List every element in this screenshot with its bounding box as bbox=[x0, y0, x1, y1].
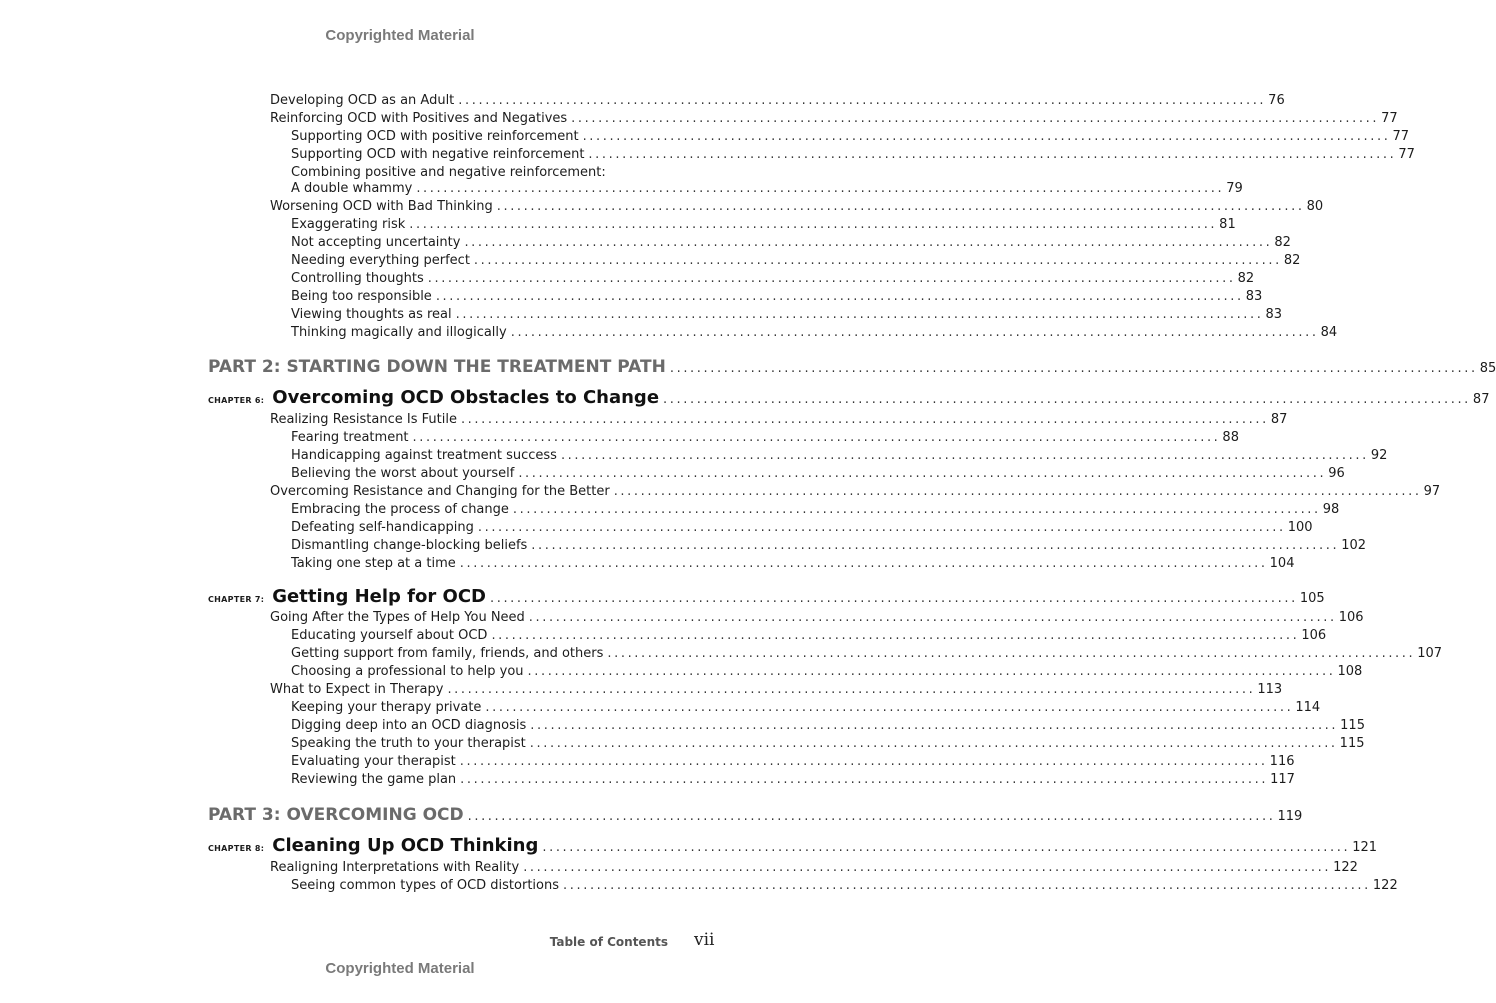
toc-subsection-title: Supporting OCD with negative reinforcement bbox=[291, 147, 585, 162]
toc-part-title: PART 3: OVERCOMING OCD bbox=[208, 805, 464, 825]
dot-leader: ........................................................................................................................ bbox=[512, 502, 1321, 517]
chapter-number: CHAPTER 6: bbox=[208, 396, 265, 405]
toc-subsection-page: 83 bbox=[1245, 289, 1263, 304]
toc-subsection bbox=[291, 555, 1295, 573]
toc-section-title: Going After the Types of Help You Need bbox=[270, 610, 525, 625]
toc-subsection bbox=[291, 234, 1291, 252]
toc-subsection bbox=[291, 270, 1255, 288]
toc-subsection-title: Choosing a professional to help you bbox=[291, 664, 524, 679]
toc-chapter-title: Overcoming OCD Obstacles to Change bbox=[272, 387, 660, 408]
toc-section-page: 97 bbox=[1423, 484, 1441, 499]
dot-leader: ........................................................................................................................ bbox=[663, 392, 1471, 407]
dot-leader: ........................................................................................................................ bbox=[412, 430, 1221, 445]
toc-subsection-title: Thinking magically and illogically bbox=[291, 325, 507, 340]
dot-leader: ........................................................................................................................ bbox=[530, 718, 1339, 733]
toc-chapter-page: 87 bbox=[1472, 392, 1490, 407]
toc-chapter-page: 121 bbox=[1352, 840, 1378, 855]
toc-chapter bbox=[208, 385, 1490, 411]
dot-leader: ........................................................................................................................ bbox=[473, 253, 1282, 268]
toc-subsection-page: 82 bbox=[1283, 253, 1301, 268]
running-footer-title: Table of Contents bbox=[549, 935, 668, 949]
dot-leader: ........................................................................................................................ bbox=[489, 591, 1298, 606]
toc-subsection-page: 96 bbox=[1328, 466, 1345, 481]
toc-subsection bbox=[291, 288, 1263, 306]
toc-subsection-page: 102 bbox=[1341, 538, 1367, 553]
toc-subsection-title: Supporting OCD with positive reinforcement bbox=[291, 129, 579, 144]
toc-section-page: 122 bbox=[1333, 860, 1358, 875]
dot-leader: ........................................................................................................................ bbox=[571, 111, 1380, 126]
toc-subsection-title: Controlling thoughts bbox=[291, 271, 424, 286]
toc-subsection-title: Defeating self-handicapping bbox=[291, 520, 474, 535]
toc-subsection bbox=[291, 519, 1313, 537]
toc-chapter-title: Getting Help for OCD bbox=[272, 586, 486, 607]
toc-subsection bbox=[291, 216, 1236, 234]
toc-subsection-page: 116 bbox=[1269, 754, 1295, 769]
toc-subsection bbox=[291, 627, 1327, 645]
toc-section bbox=[270, 609, 1364, 627]
toc-subsection-page: 122 bbox=[1372, 878, 1398, 893]
dot-leader: ........................................................................................................................ bbox=[510, 325, 1319, 340]
dot-leader: ........................................................................................................................ bbox=[523, 860, 1332, 875]
toc-part-page: 119 bbox=[1277, 809, 1303, 824]
toc-section-title: Realizing Resistance Is Futile bbox=[270, 412, 457, 427]
toc-section bbox=[270, 859, 1358, 877]
dot-leader: ........................................................................................................................ bbox=[447, 682, 1256, 697]
toc-subsection-page: 115 bbox=[1339, 736, 1365, 751]
toc-subsection-page: 88 bbox=[1222, 430, 1239, 445]
toc-chapter bbox=[208, 833, 1378, 859]
toc-subsection bbox=[291, 180, 1243, 198]
toc-section-page: 87 bbox=[1270, 412, 1288, 427]
toc-subsection bbox=[291, 753, 1295, 771]
toc-subsection-page: 82 bbox=[1237, 271, 1255, 286]
chapter-number: CHAPTER 8: bbox=[208, 844, 265, 853]
watermark-bottom: Copyrighted Material bbox=[325, 960, 475, 977]
toc-subsection-page: 114 bbox=[1295, 700, 1321, 715]
toc-subsection-page: 115 bbox=[1340, 718, 1365, 733]
toc-subsection-page: 81 bbox=[1219, 217, 1236, 232]
toc-chapter-page: 105 bbox=[1299, 591, 1325, 606]
toc-section bbox=[270, 411, 1288, 429]
toc-subsection-page: 82 bbox=[1274, 235, 1291, 250]
toc-subsection-title: Speaking the truth to your therapist bbox=[291, 736, 526, 751]
toc-subsection-title: Exaggerating risk bbox=[291, 217, 406, 232]
toc-subsection bbox=[291, 501, 1340, 519]
toc-section-page: 76 bbox=[1268, 93, 1285, 108]
toc-part-title: PART 2: STARTING DOWN THE TREATMENT PATH bbox=[208, 357, 666, 377]
toc-subsection-page: 84 bbox=[1320, 325, 1338, 340]
toc-subsection bbox=[291, 252, 1301, 270]
toc-section bbox=[270, 92, 1285, 110]
toc-subsection-page: 83 bbox=[1265, 307, 1283, 322]
toc-subsection bbox=[291, 771, 1295, 789]
dot-leader: ........................................................................................................................ bbox=[427, 271, 1236, 286]
dot-leader: ........................................................................................................................ bbox=[455, 307, 1264, 322]
dot-leader: ........................................................................................................................ bbox=[435, 289, 1244, 304]
toc-section-page: 113 bbox=[1257, 682, 1283, 697]
page-number: vii bbox=[694, 930, 715, 950]
toc-subsection bbox=[291, 877, 1398, 895]
dot-leader: ........................................................................................................................ bbox=[588, 147, 1397, 162]
dot-leader: ........................................................................................................................ bbox=[518, 466, 1327, 481]
toc-subsection bbox=[291, 699, 1321, 717]
dot-leader: ........................................................................................................................ bbox=[477, 520, 1286, 535]
toc-subsection-title: Not accepting uncertainty bbox=[291, 235, 461, 250]
toc-subsection-title: Fearing treatment bbox=[291, 430, 409, 445]
toc-section-page: 80 bbox=[1306, 199, 1324, 214]
dot-leader: ........................................................................................................................ bbox=[542, 840, 1351, 855]
toc-part bbox=[208, 355, 1496, 379]
dot-leader: ........................................................................................................................ bbox=[467, 809, 1276, 824]
toc-section-title: Realigning Interpretations with Reality bbox=[270, 860, 520, 875]
toc-part bbox=[208, 803, 1303, 827]
dot-leader: ........................................................................................................................ bbox=[460, 412, 1269, 427]
toc-subsection-page: 100 bbox=[1287, 520, 1313, 535]
toc-subsection bbox=[291, 717, 1365, 735]
toc-subsection bbox=[291, 128, 1409, 146]
toc-subsection-page: 117 bbox=[1270, 772, 1295, 787]
toc-subsection-title: Being too responsible bbox=[291, 289, 432, 304]
dot-leader: ........................................................................................................................ bbox=[409, 217, 1218, 232]
dot-leader: ........................................................................................................................ bbox=[464, 235, 1273, 250]
toc-subsection-title: Dismantling change-blocking beliefs bbox=[291, 538, 528, 553]
toc-chapter bbox=[208, 584, 1325, 610]
dot-leader: ........................................................................................................................ bbox=[529, 736, 1338, 751]
dot-leader: ........................................................................................................................ bbox=[582, 129, 1391, 144]
dot-leader: ........................................................................................................................ bbox=[563, 878, 1371, 893]
toc-section bbox=[270, 110, 1398, 128]
toc-subsection-title: Educating yourself about OCD bbox=[291, 628, 488, 643]
toc-section-title: Worsening OCD with Bad Thinking bbox=[270, 199, 493, 214]
toc-subsection bbox=[291, 735, 1365, 753]
toc-subsection-title: Digging deep into an OCD diagnosis bbox=[291, 718, 527, 733]
dot-leader: ........................................................................................................................ bbox=[607, 646, 1416, 661]
toc-chapter-title: Cleaning Up OCD Thinking bbox=[272, 835, 539, 856]
toc-section-title: Developing OCD as an Adult bbox=[270, 93, 455, 108]
toc-subsection bbox=[291, 645, 1443, 663]
toc-subsection-page: 104 bbox=[1269, 556, 1295, 571]
dot-leader: ........................................................................................................................ bbox=[460, 772, 1269, 787]
toc-section-page: 106 bbox=[1338, 610, 1364, 625]
toc-subsection-page: 77 bbox=[1398, 147, 1415, 162]
dot-leader: ........................................................................................................................ bbox=[531, 538, 1340, 553]
toc-subsection-page: 106 bbox=[1301, 628, 1327, 643]
dot-leader: ........................................................................................................................ bbox=[485, 700, 1294, 715]
toc-section bbox=[270, 681, 1283, 699]
toc-subsection-title: A double whammy bbox=[291, 181, 413, 196]
toc-subsection-title: Evaluating your therapist bbox=[291, 754, 456, 769]
dot-leader: ........................................................................................................................ bbox=[491, 628, 1300, 643]
dot-leader: ........................................................................................................................ bbox=[458, 93, 1267, 108]
toc-section-title: Reinforcing OCD with Positives and Negatives bbox=[270, 111, 568, 126]
toc-section-title: What to Expect in Therapy bbox=[270, 682, 444, 697]
toc-subsection-title: Keeping your therapy private bbox=[291, 700, 482, 715]
toc-subsection-title: Viewing thoughts as real bbox=[291, 307, 452, 322]
toc-section-page: 77 bbox=[1381, 111, 1398, 126]
toc-subsection-title: Handicapping against treatment success bbox=[291, 448, 557, 463]
toc-subsection-title: Combining positive and negative reinforcement: bbox=[291, 165, 606, 180]
toc-subsection-title: Needing everything perfect bbox=[291, 253, 470, 268]
toc-subsection-title: Embracing the process of change bbox=[291, 502, 509, 517]
toc-subsection bbox=[291, 429, 1239, 447]
toc-subsection-title: Taking one step at a time bbox=[291, 556, 456, 571]
toc-subsection-page: 92 bbox=[1370, 448, 1388, 463]
dot-leader: ........................................................................................................................ bbox=[459, 556, 1268, 571]
dot-leader: ........................................................................................................................ bbox=[527, 664, 1336, 679]
toc-subsection-title: Getting support from family, friends, and others bbox=[291, 646, 604, 661]
toc-subsection bbox=[291, 447, 1388, 465]
toc-subsection-page: 77 bbox=[1392, 129, 1409, 144]
toc-subsection-title: Believing the worst about yourself bbox=[291, 466, 515, 481]
dot-leader: ........................................................................................................................ bbox=[496, 199, 1305, 214]
toc-subsection-page: 98 bbox=[1322, 502, 1340, 517]
dot-leader: ........................................................................................................................ bbox=[669, 361, 1478, 376]
toc-subsection-page: 107 bbox=[1417, 646, 1443, 661]
dot-leader: ........................................................................................................................ bbox=[560, 448, 1369, 463]
toc-section bbox=[270, 198, 1324, 216]
toc-section bbox=[270, 483, 1441, 501]
toc-subsection-title: Reviewing the game plan bbox=[291, 772, 457, 787]
toc-subsection-page: 108 bbox=[1337, 664, 1363, 679]
toc-subsection bbox=[291, 146, 1415, 164]
chapter-number: CHAPTER 7: bbox=[208, 595, 265, 604]
toc-subsection bbox=[291, 537, 1367, 555]
toc-subsection bbox=[291, 306, 1283, 324]
dot-leader: ........................................................................................................................ bbox=[528, 610, 1337, 625]
dot-leader: ........................................................................................................................ bbox=[613, 484, 1422, 499]
toc-part-page: 85 bbox=[1479, 361, 1496, 376]
toc-subsection bbox=[291, 465, 1345, 483]
toc-subsection bbox=[291, 324, 1338, 342]
watermark-top: Copyrighted Material bbox=[325, 27, 475, 44]
toc-subsection-title: Seeing common types of OCD distortions bbox=[291, 878, 560, 893]
dot-leader: ........................................................................................................................ bbox=[459, 754, 1268, 769]
toc-subsection-page: 79 bbox=[1226, 181, 1243, 196]
toc-subsection bbox=[291, 663, 1363, 681]
toc-section-title: Overcoming Resistance and Changing for the Better bbox=[270, 484, 610, 499]
dot-leader: ........................................................................................................................ bbox=[416, 181, 1225, 196]
